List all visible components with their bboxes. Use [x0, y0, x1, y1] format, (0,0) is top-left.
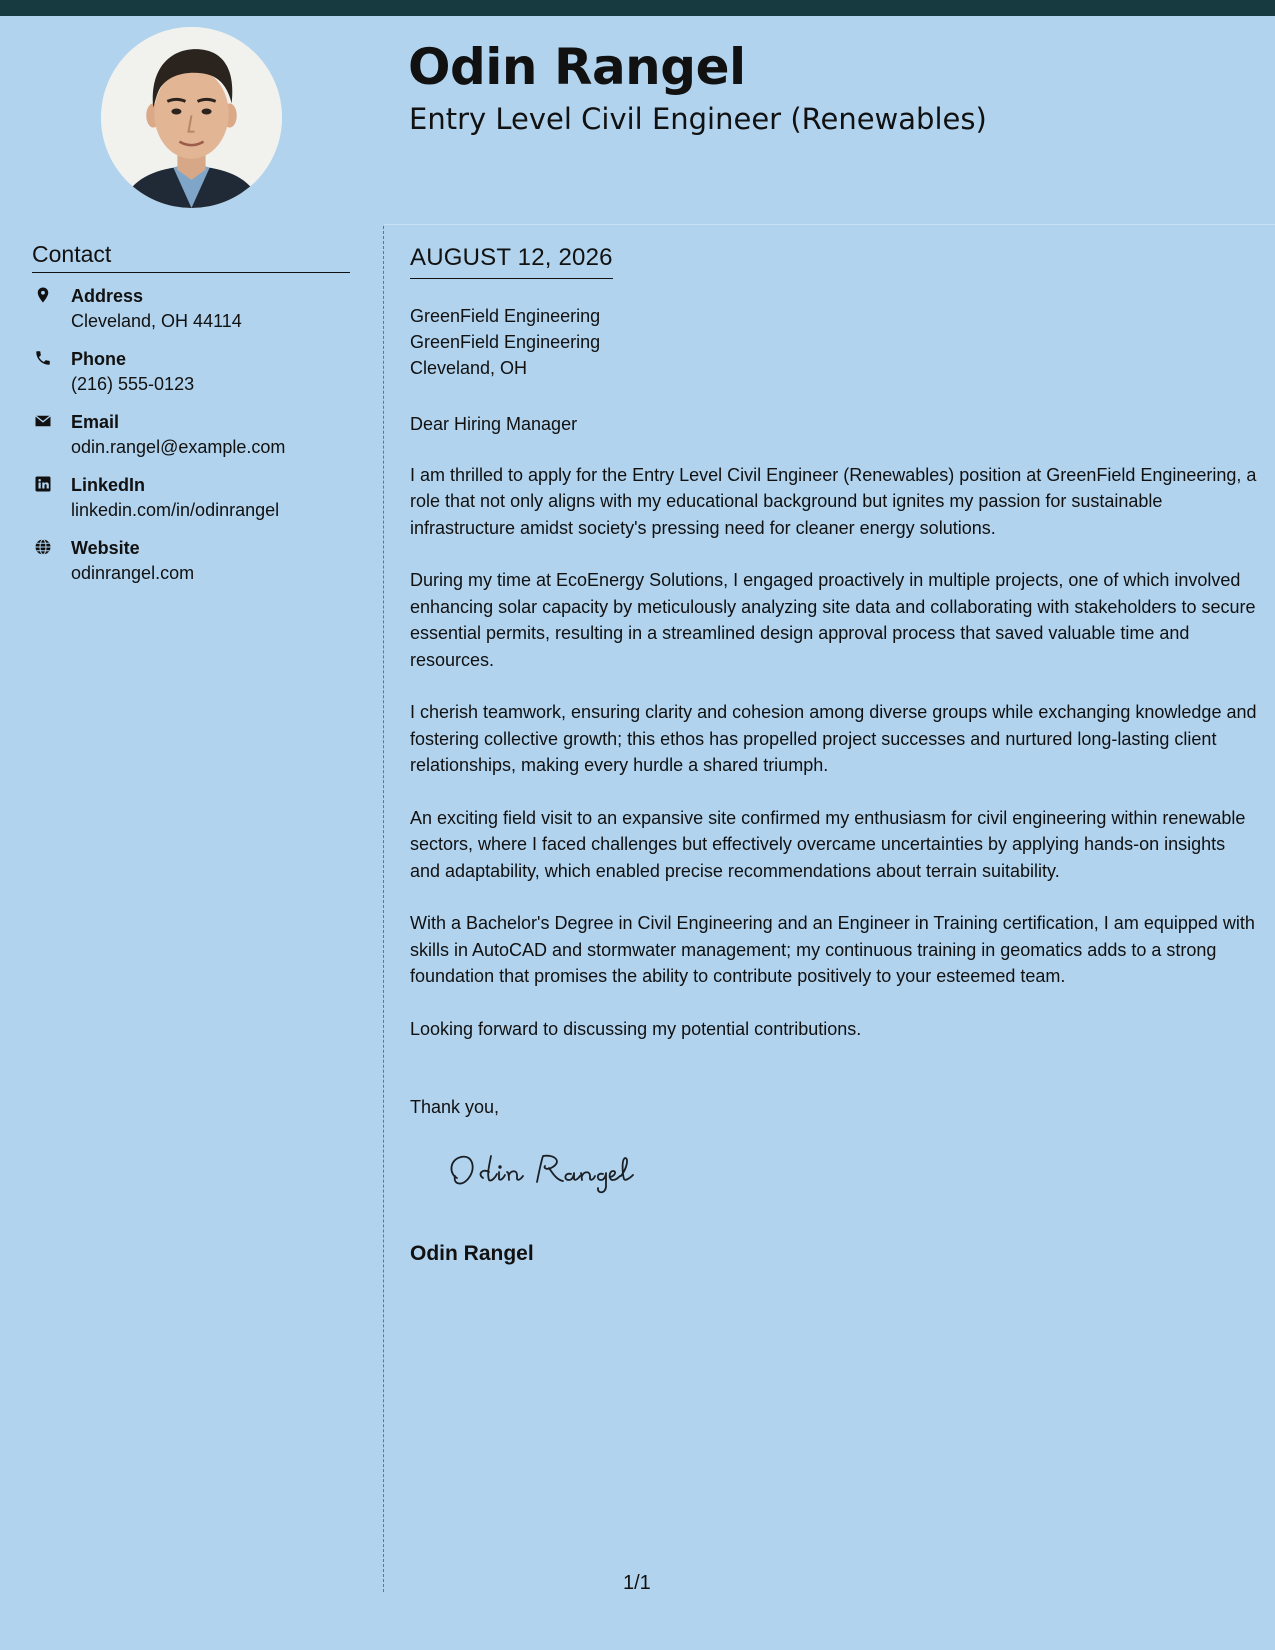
recipient-block [410, 303, 600, 381]
letter-paragraph: I cherish teamwork, ensuring clarity and cohesion among diverse groups while exchanging knowledge and fostering collective growth; this ethos has propelled project successes and nurtured long-lasting client relationships, making every hurdle a shared triumph. [410, 702, 1257, 775]
contact-value: (216) 555-0123 [71, 374, 195, 394]
letter-body [410, 411, 1260, 1068]
signer-name: Odin Rangel [410, 1242, 534, 1265]
contact-value: Cleveland, OH 44114 [71, 311, 242, 331]
contact-value: odinrangel.com [71, 563, 195, 583]
contact-label: LinkedIn [71, 475, 146, 495]
contact-website [32, 536, 362, 599]
profile-photo [101, 27, 282, 208]
contact-label: Address [71, 286, 144, 306]
contact-label: Phone [71, 349, 127, 369]
linkedin-icon [34, 475, 52, 493]
contact-value: linkedin.com/in/odinrangel [71, 500, 280, 520]
letter-paragraph: With a Bachelor's Degree in Civil Engineering and an Engineer in Training certification, I am equipped with skills in AutoCAD and stormwater management; my continuous training in geomatics adds to a strong foundation that promises the ability to contribute positively to your esteemed team. [410, 913, 1255, 986]
globe-icon [34, 538, 52, 556]
column-divider [383, 226, 384, 1592]
contact-address [32, 284, 362, 347]
recipient-line: Cleveland, OH [410, 358, 528, 378]
contact-phone [32, 347, 362, 410]
envelope-icon [34, 412, 52, 430]
salutation: Dear Hiring Manager [410, 414, 578, 434]
header-divider [384, 224, 1275, 225]
letter-paragraph: Looking forward to discussing my potential contributions. [410, 1018, 862, 1039]
contact-heading: Contact [32, 241, 350, 273]
contact-label: Website [71, 538, 140, 558]
contact-linkedin [32, 473, 362, 536]
letter-paragraph: An exciting field visit to an expansive site confirmed my enthusiasm for civil engineering within renewable sectors, where I faced challenges but effectively overcame uncertainties by applying hands-on insights and adaptability, which enabled precise recommendations about terrain suitability. [410, 807, 1246, 881]
applicant-name: Odin Rangel [408, 38, 746, 96]
top-bar [0, 0, 1275, 16]
letter-date: AUGUST 12, 2026 [410, 244, 613, 279]
letter-paragraph: During my time at EcoEnergy Solutions, I engaged proactively in multiple projects, one of which involved enhancing solar capacity by meticulously analyzing site data and collaborating with stakeholders to secure essential permits, resulting in a streamlined design approval process that saved valuable time and resources. [410, 570, 1256, 670]
letter-paragraph: I am thrilled to apply for the Entry Level Civil Engineer (Renewables) position at GreenField Engineering, a role that not only aligns with my educational background but ignites my passion for sustainable infrastructure amidst society's pressing need for cleaner energy solutions. [410, 464, 1257, 538]
phone-icon [34, 349, 52, 367]
contact-value: odin.rangel@example.com [71, 437, 286, 457]
contact-label: Email [71, 412, 120, 432]
handwritten-signature [443, 1148, 643, 1200]
recipient-line: GreenField Engineering [410, 306, 601, 326]
contact-list [32, 284, 362, 599]
contact-email [32, 410, 362, 473]
location-pin-icon [34, 286, 52, 304]
closing: Thank you, [410, 1097, 500, 1117]
recipient-line: GreenField Engineering [410, 332, 601, 352]
job-title: Entry Level Civil Engineer (Renewables) [409, 102, 987, 136]
page-number: 1/1 [623, 1572, 651, 1594]
